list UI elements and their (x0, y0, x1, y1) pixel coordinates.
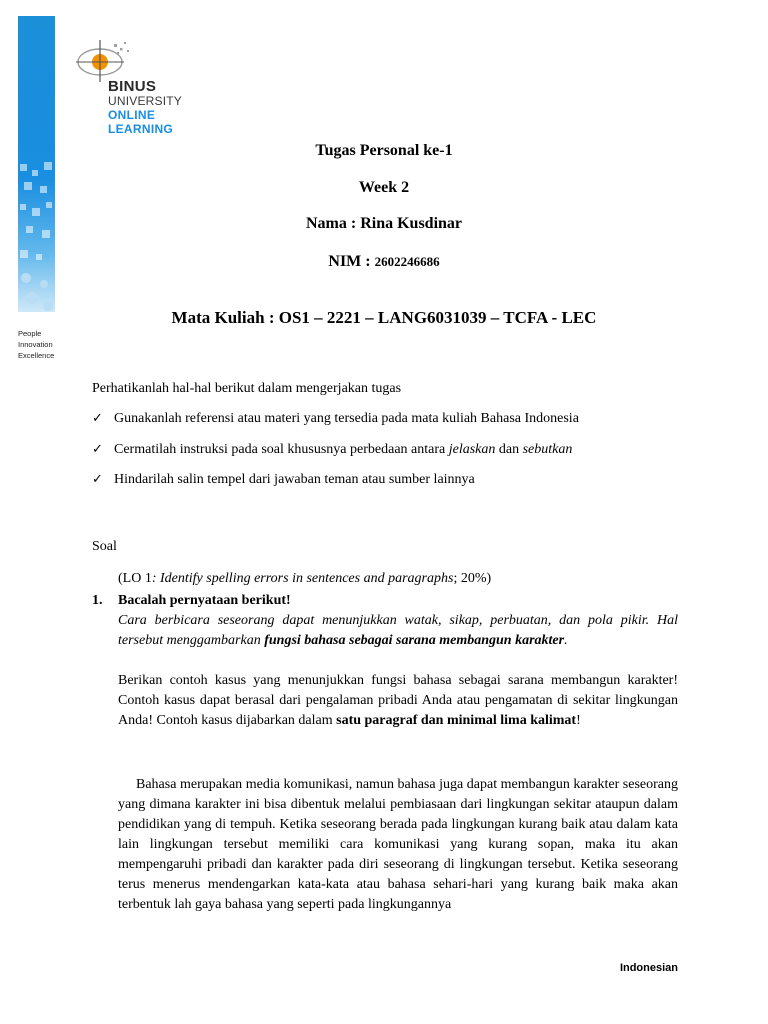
instruction-item-2 (92, 442, 572, 458)
tagline-people: People (18, 329, 42, 338)
lo-description: : Identify spelling errors in sentences and paragraphs (151, 571, 454, 586)
instructions-intro: Perhatikanlah hal-hal berikut dalam mengerjakan tugas (92, 381, 402, 396)
question-heading: Bacalah pernyataan berikut! (118, 593, 291, 608)
question-quote (118, 611, 678, 651)
quote-bold-text: fungsi bahasa sebagai sarana membangun karakter (264, 633, 565, 648)
instruction-item-2-mid: dan (495, 442, 523, 457)
answer-paragraph: Bahasa merupakan media komunikasi, namun bahasa juga dapat membangun karakter seseorang yang dimana karakter ini bisa dibentuk melalui pembiasaan dari lingkungan sekitar ataupun dalam pendidikan yang di tempuh. Ketika seseorang berada pada lingkungan kurang baik atau dalam kata lain lingkungan tersebut memiliki cara komunikasi yang kurang sopan, maka itu akan mempengaruhi pribadi dan karakter pada diri seseorang di lingkungan tersebut. Ketika seseorang terus menerus mendengarkan kata-kata atau bahasa sehari-hari yang kurang baik maka akan terbentuk lah gaya bahasa yang seperti pada lingkungannya (118, 777, 678, 912)
instruction-item-3 (92, 472, 475, 488)
instruction-em-sebutkan: sebutkan (522, 442, 573, 457)
instruction-text: Berikan contoh kasus yang menunjukkan fungsi bahasa sebagai sarana membangun karakter! Contoh kasus dapat berasal dari pengalaman pribadi Anda atau pengamatan di sekitar lingkungan Anda! Contoh kasus dijabarkan dalam (118, 673, 678, 728)
instruction-item-2-text: Cermatilah instruksi pada soal khususnya perbedaan antara (114, 442, 449, 457)
instruction-item-1 (92, 411, 579, 427)
logo-line-university: UNIVERSITY (108, 94, 183, 108)
question-number: 1. (92, 593, 103, 608)
section-label-soal: Soal (92, 539, 117, 554)
nim-value: 2602246686 (374, 254, 440, 269)
student-name: Nama : Rina Kusdinar (305, 215, 463, 232)
footer-language: Indonesian (619, 962, 678, 974)
tagline-innovation: Innovation (18, 340, 53, 349)
checkmark-icon: ✓ (92, 472, 103, 487)
logo-wordmark (108, 80, 182, 136)
logo-line-online: ONLINE (108, 108, 156, 122)
instruction-bold: satu paragraf dan minimal lima kalimat (336, 713, 577, 728)
assignment-title: Tugas Personal ke-1 (315, 142, 453, 159)
instruction-item-1-text: Gunakanlah referensi atau materi yang tersedia pada mata kuliah Bahasa Indonesia (114, 411, 579, 426)
quote-end: . (564, 633, 568, 648)
logo-tagline (18, 328, 54, 361)
quote-text: Cara berbicara seseorang dapat menunjukkan watak, sikap, perbuatan, dan pola pikir. Hal tersebut menggambarkan (118, 613, 678, 648)
week-label: Week 2 (358, 179, 410, 196)
tagline-excellence: Excellence (18, 351, 55, 360)
learning-outcome (118, 569, 491, 589)
instruction-end: ! (576, 713, 581, 728)
question-instruction (118, 671, 678, 731)
checkmark-icon: ✓ (92, 442, 103, 457)
student-nim (0, 253, 768, 271)
lo-close: ; 20%) (453, 571, 492, 586)
instruction-item-3-text: Hindarilah salin tempel dari jawaban teman atau sumber lainnya (114, 472, 475, 487)
lo-open: (LO 1 (118, 571, 152, 586)
instruction-em-jelaskan: jelaskan (448, 442, 496, 457)
course-line: Mata Kuliah : OS1 – 2221 – LANG6031039 – TCFA - LEC (171, 308, 597, 327)
logo-line-learning: LEARNING (108, 122, 174, 136)
checkmark-icon: ✓ (92, 411, 103, 426)
logo-line-binus: BINUS (108, 78, 157, 95)
nim-label: NIM : (328, 253, 375, 270)
